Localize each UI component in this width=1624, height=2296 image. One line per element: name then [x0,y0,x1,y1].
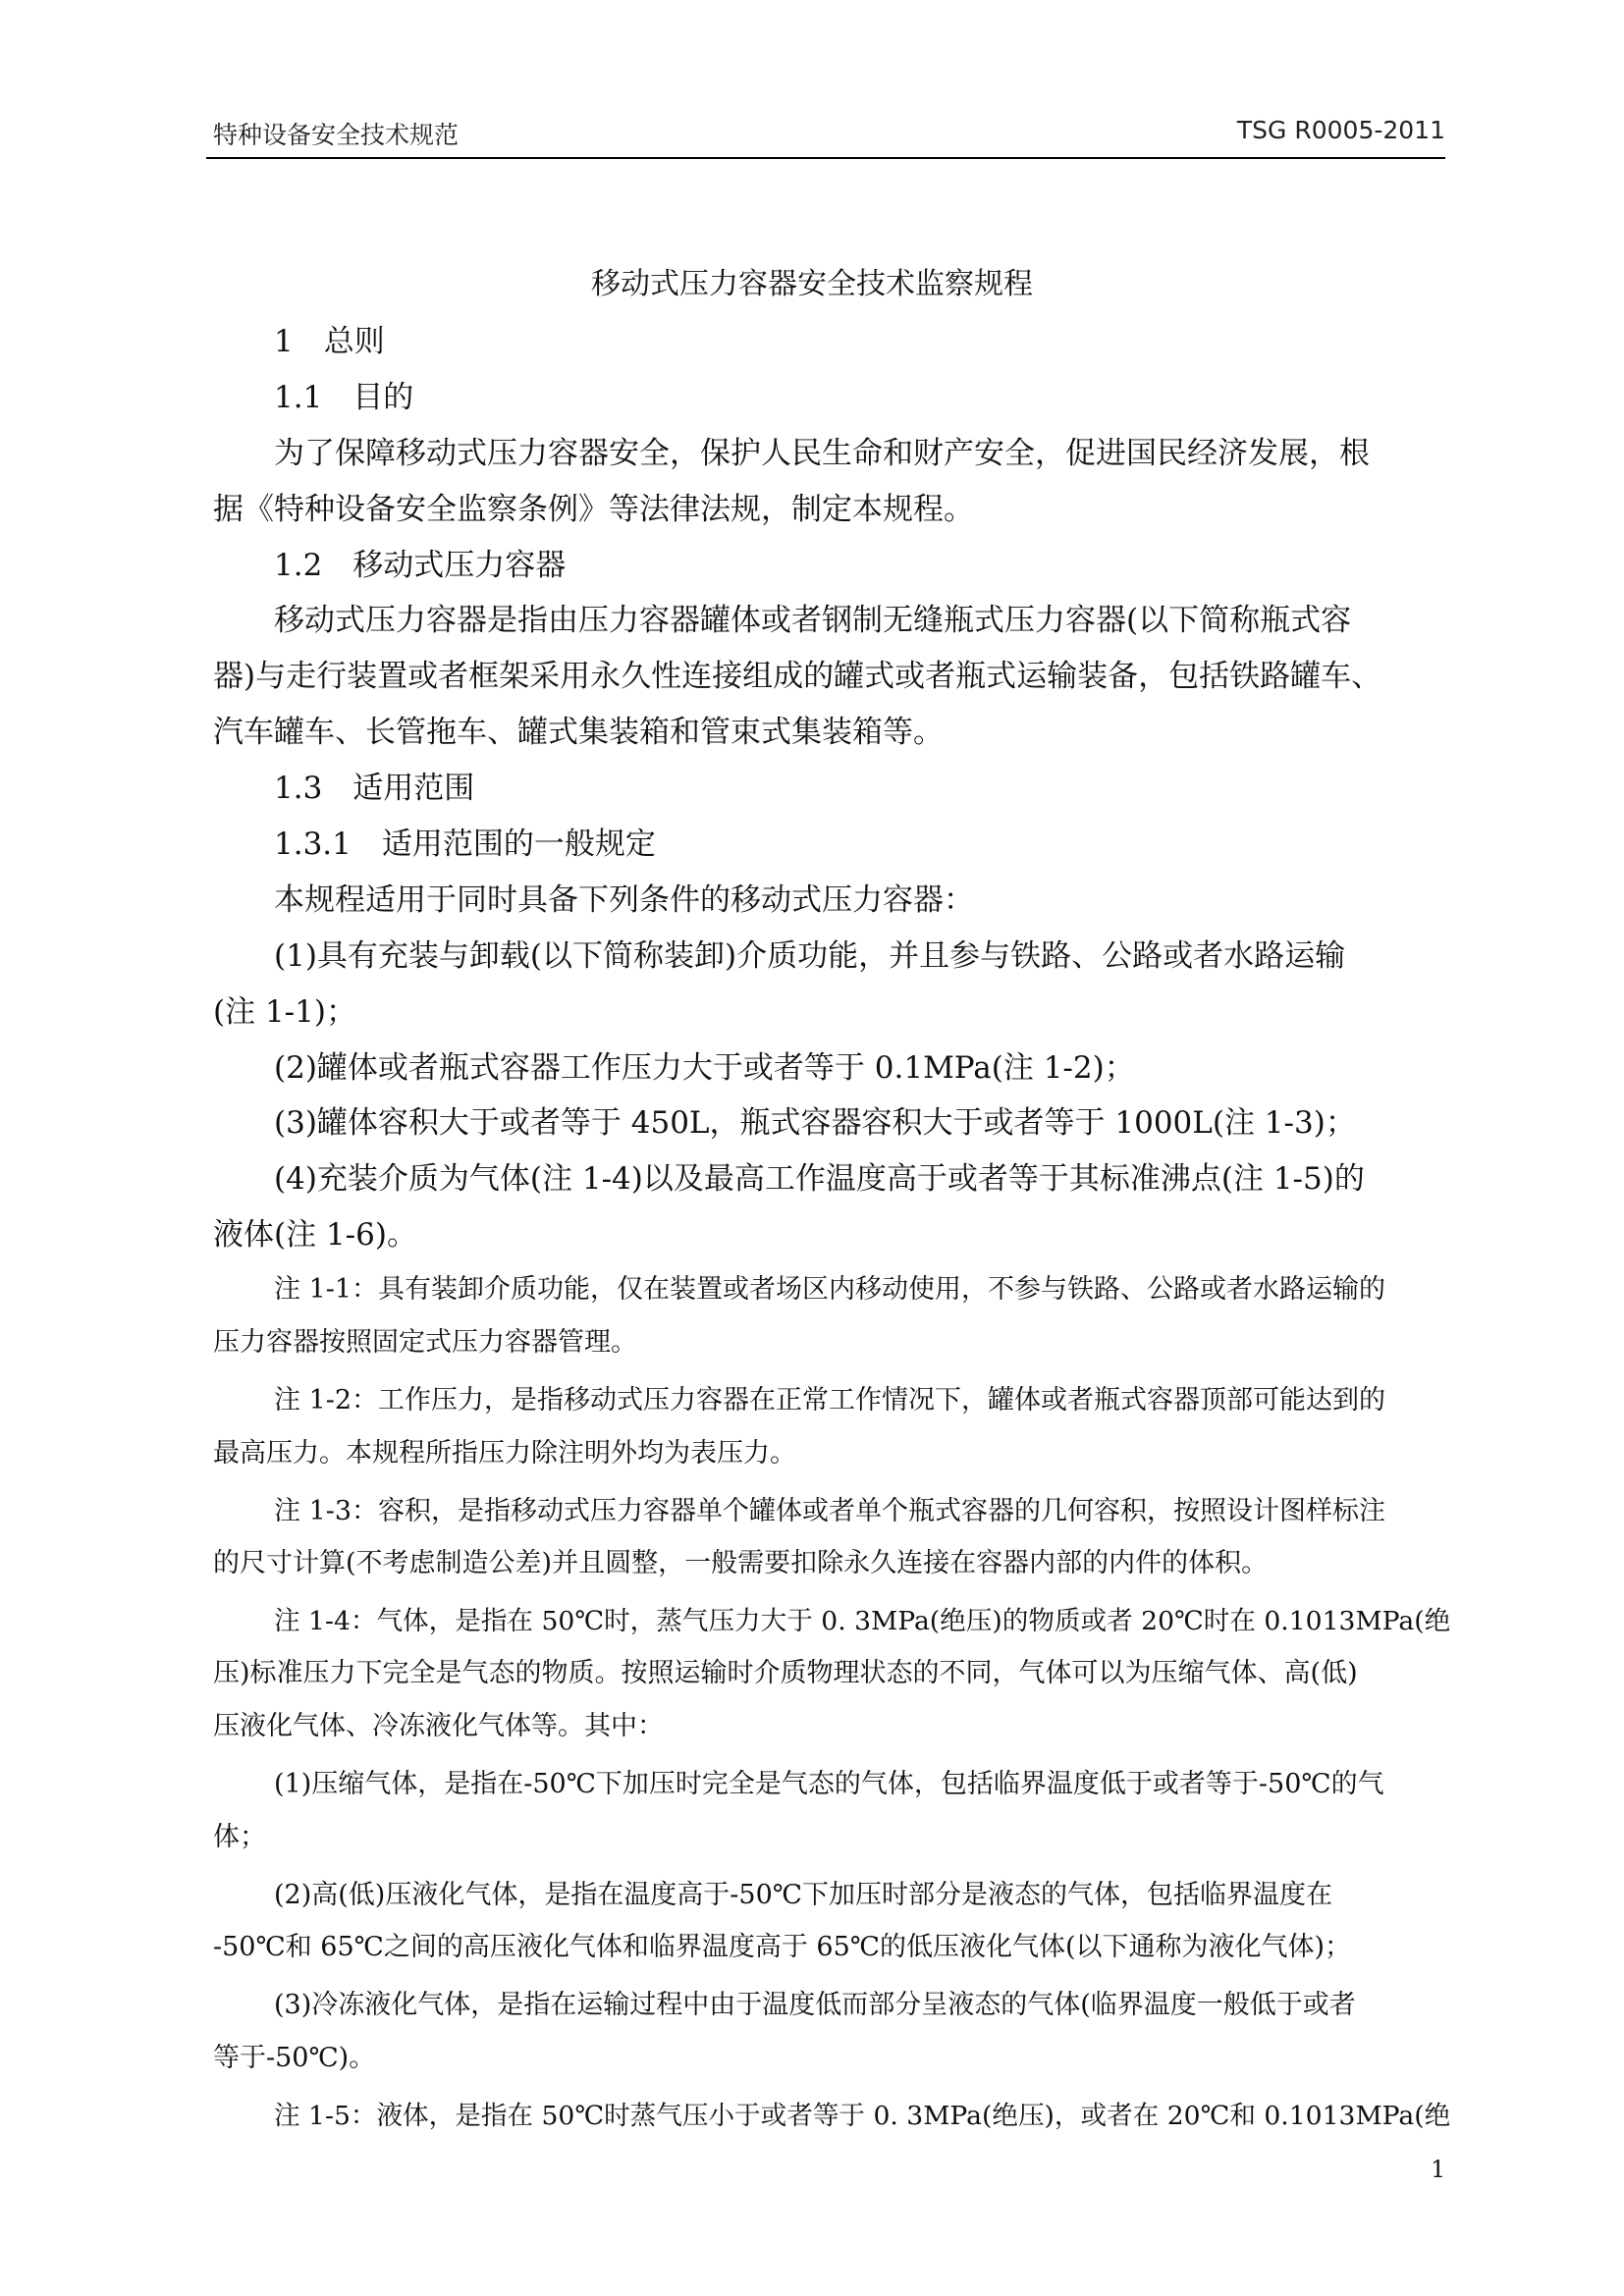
note-line: -50℃和 65℃之间的高压液化气体和临界温度高于 65℃的低压液化气体(以下通称为液化气体)； [213,1932,1352,1962]
note-line: (3)冷冻液化气体，是指在运输过程中由于温度低而部分呈液态的气体(临界温度一般低于或者 [274,1990,1356,2020]
paragraph-line: 据《特种设备安全监察条例》等法律法规，制定本规程。 [213,492,974,527]
subsection-heading: 1.1 目的 [274,380,414,415]
note-line: 压)标准压力下完全是气态的物质。按照运输时介质物理状态的不同，气体可以为压缩气体、高(低) [213,1658,1358,1688]
paragraph-line: 为了保障移动式压力容器安全，保护人民生命和财产安全，促进国民经济发展，根 [274,436,1370,471]
note-line: 压力容器按照固定式压力容器管理。 [213,1327,637,1358]
list-item-line: (3)罐体容积大于或者等于 450L，瓶式容器容积大于或者等于 1000L(注 1-3)； [274,1105,1356,1141]
list-item-line: (注 1-1)； [213,994,356,1030]
note-line: 注 1-2：工作压力，是指移动式压力容器在正常工作情况下，罐体或者瓶式容器顶部可能达到的 [274,1385,1386,1415]
subsection-heading: 1.3.1 适用范围的一般规定 [274,827,656,862]
list-item-line: (2)罐体或者瓶式容器工作压力大于或者等于 0.1MPa(注 1-2)； [274,1050,1135,1086]
header-rule [206,157,1445,159]
list-item-line: (1)具有充装与卸载(以下简称装卸)介质功能，并且参与铁路、公路或者水路运输 [274,938,1346,974]
note-line: 最高压力。本规程所指压力除注明外均为表压力。 [213,1438,796,1468]
note-line: 体； [213,1822,266,1852]
header-right: TSG R0005-2011 [1236,116,1445,144]
document-title: 移动式压力容器安全技术监察规程 [591,267,1033,301]
paragraph-line: 本规程适用于同时具备下列条件的移动式压力容器： [274,882,974,918]
header-left: 特种设备安全技术规范 [213,121,460,149]
note-line: 注 1-1：具有装卸介质功能，仅在装置或者场区内移动使用，不参与铁路、公路或者水路运输的 [274,1274,1386,1305]
paragraph-line: 器)与走行装置或者框架采用永久性连接组成的罐式或者瓶式运输装备，包括铁路罐车、 [213,659,1382,694]
note-line: 压液化气体、冷冻液化气体等。其中： [213,1711,664,1741]
paragraph-line: 移动式压力容器是指由压力容器罐体或者钢制无缝瓶式压力容器(以下简称瓶式容 [274,603,1352,638]
subsection-heading: 1.2 移动式压力容器 [274,548,567,583]
list-item-line: 液体(注 1-6)。 [213,1217,417,1253]
paragraph-line: 汽车罐车、长管拖车、罐式集装箱和管束式集装箱等。 [213,715,944,750]
note-line: 注 1-4：气体，是指在 50℃时，蒸气压力大于 0. 3MPa(绝压)的物质或者 20℃时在 0.1013MPa(绝 [274,1606,1451,1636]
note-line: 等于-50℃)。 [213,2043,376,2073]
note-line: 的尺寸计算(不考虑制造公差)并且圆整，一般需要扣除永久连接在容器内部的内件的体积。 [213,1548,1269,1578]
note-line: 注 1-3：容积，是指移动式压力容器单个罐体或者单个瓶式容器的几何容积，按照设计图样标注 [274,1496,1386,1526]
section-heading: 1 总则 [274,324,385,359]
subsection-heading: 1.3 适用范围 [274,771,475,806]
list-item-line: (4)充装介质为气体(注 1-4)以及最高工作温度高于或者等于其标准沸点(注 1-5)的 [274,1161,1365,1197]
note-line: (1)压缩气体，是指在-50℃下加压时完全是气态的气体，包括临界温度低于或者等于-50℃的气 [274,1769,1384,1799]
note-line: (2)高(低)压液化气体，是指在温度高于-50℃下加压时部分是液态的气体，包括临界温度在 [274,1880,1332,1910]
page-number: 1 [1431,2156,1446,2183]
note-line: 注 1-5：液体，是指在 50℃时蒸气压小于或者等于 0. 3MPa(绝压)，或者在 20℃和 0.1013MPa(绝 [274,2101,1451,2131]
